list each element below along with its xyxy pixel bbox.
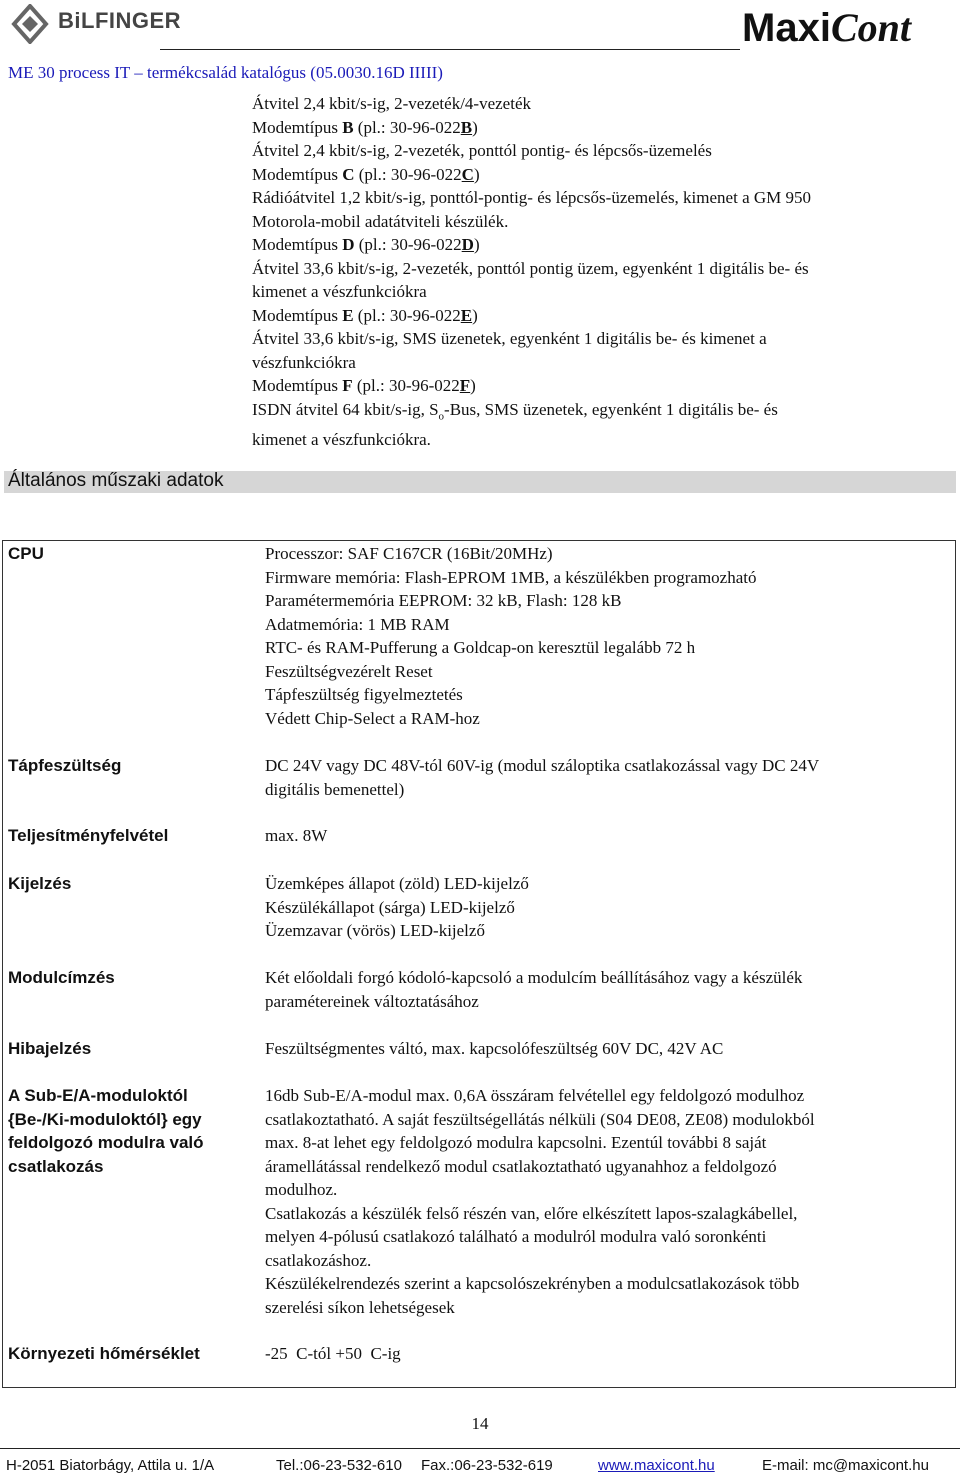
modem-f-desc-1: ISDN átvitel 64 kbit/s-ig, $S_o$-Bus, SMS üzenetek, egyenként 1 digitális be- és [252, 399, 778, 422]
brand-logo [742, 5, 911, 50]
spec-label-power: Tápfeszültség [8, 756, 122, 775]
modem-c-desc-1: Rádióátvitel 1,2 kbit/s-ig, ponttól-pontig- és lépcsős-üzemelés, kimenet a GM 950 [252, 188, 812, 207]
spec-value-consumption: max. 8W [265, 826, 328, 845]
spec-value-fault: Feszültségmentes váltó, max. kapcsolófeszültség 60V DC, 42V AC [265, 1039, 724, 1058]
spec-value-connect: 16db Sub-E/A-modul max. 0,6A összáram felvétellel egy feldolgozó modulhoz csatlakoztatható. A saját feszültségellátás nélküli (S04 DE08, ZE08) modulokból max. 8-at lehet egy feldolgozó modulra kapcsolni. Ezentúl további 8 saját áramellátással rendelkező modul csatlakoztatható ugyanahhoz a feldolgozó modulhoz. Csatlakozás a készülék felső részén van, előre elkészített lapos-szalagkábellel, melyen 4-pólusú csatlakozó található a modulról modulra való soronkénti csatlakozáshoz. Készülékelrendezés szerint a kapcsolószekrényben a modulcsatlakozások több szerelési síkon lehetségesek [265, 1086, 815, 1317]
document-title: ME 30 process IT – termékcsalád katalógus (05.0030.16D IIIII) [8, 63, 443, 82]
brand-cont: Cont [830, 5, 911, 50]
modem-c-heading: Modemtípus C (pl.: 30-96-022C) [252, 164, 480, 184]
bilfinger-logo-icon [10, 4, 50, 44]
modem-f-heading: Modemtípus F (pl.: 30-96-022F) [252, 376, 476, 395]
footer-phone: Tel.:06-23-532-610 [276, 1457, 402, 1474]
spec-value-power: DC 24V vagy DC 48V-tól 60V-ig (modul száloptika csatlakozással vagy DC 24V digitális bemenettel) [265, 756, 820, 799]
brand-main: Maxi [742, 6, 831, 50]
spec-label-cpu: CPU [8, 544, 44, 563]
spec-value-address: Két előoldali forgó kódoló-kapcsoló a modulcím beállításához vagy a készülék paramétereinek változtatásához [265, 968, 803, 1011]
footer-address: H-2051 Biatorbágy, Attila u. 1/A [6, 1457, 215, 1474]
spec-value-temperature: -25 C-tól +50 C-ig [265, 1344, 401, 1363]
spec-label-address: Modulcímzés [8, 968, 115, 987]
modem-e-heading: Modemtípus E (pl.: 30-96-022E) [252, 305, 478, 325]
header-divider [160, 49, 740, 50]
footer-email[interactable]: E-mail: mc@maxicont.hu [762, 1457, 929, 1474]
modem-b-desc: Átvitel 2,4 kbit/s-ig, 2-vezeték, ponttól pontig- és lépcsős-üzemelés [252, 141, 712, 160]
spec-label-consumption: Teljesítményfelvétel [8, 826, 169, 845]
spec-label-temperature: Környezeti hőmérséklet [8, 1344, 200, 1363]
modem-c-desc-2: Motorola-mobil adatátviteli készülék. [252, 211, 509, 231]
modem-e-desc-1: Átvitel 33,6 kbit/s-ig, SMS üzenetek, egyenként 1 digitális be- és kimenet a [252, 329, 767, 348]
spec-value-display: Üzemképes állapot (zöld) LED-kijelző Készülékállapot (sárga) LED-kijelző Üzemzavar (vörös) LED-kijelző [265, 874, 529, 940]
modem-d-heading: Modemtípus D (pl.: 30-96-022D) [252, 235, 480, 254]
company-logo-text: BiLFINGER [58, 8, 182, 33]
page-number: 14 [471, 1414, 489, 1433]
modem-d-desc-1: Átvitel 33,6 kbit/s-ig, 2-vezeték, ponttól pontig üzem, egyenként 1 digitális be- és [252, 258, 809, 278]
section-title: Általános műszaki adatok [8, 470, 224, 491]
spec-label-connect: A Sub-E/A-moduloktól {Be-/Ki-moduloktól} egy feldolgozó modulra való csatlakozás [8, 1086, 204, 1176]
spec-label-fault: Hibajelzés [8, 1039, 92, 1058]
modem-e-desc-2: vészfunkciókra [252, 352, 356, 372]
footer-web-link[interactable]: www.maxicont.hu [598, 1457, 715, 1474]
spec-value-cpu: Processzor: SAF C167CR (16Bit/20MHz) Firmware memória: Flash-EPROM 1MB, a készülékben programozható Paramétermemória EEPROM: 32 kB, Flash: 128 kB Adatmemória: 1 MB RAM RTC- és RAM-Pufferung a Goldcap-on keresztül legalább 72 h Feszültségvezérelt Reset Tápfeszültség figyelmeztetés Védett Chip-Select a RAM-hoz [265, 544, 757, 728]
modem-d-desc-2: kimenet a vészfunkciókra [252, 282, 427, 301]
footer-fax: Fax.:06-23-532-619 [421, 1457, 553, 1474]
modem-b-heading: Modemtípus B (pl.: 30-96-022B) [252, 117, 478, 137]
modem-f-desc-2: kimenet a vészfunkciókra. [252, 430, 431, 450]
spec-label-display: Kijelzés [8, 874, 72, 893]
footer-divider [0, 1448, 960, 1449]
modem-a-desc: Átvitel 2,4 kbit/s-ig, 2-vezeték/4-vezeték [252, 94, 531, 113]
modem-list [252, 92, 942, 452]
